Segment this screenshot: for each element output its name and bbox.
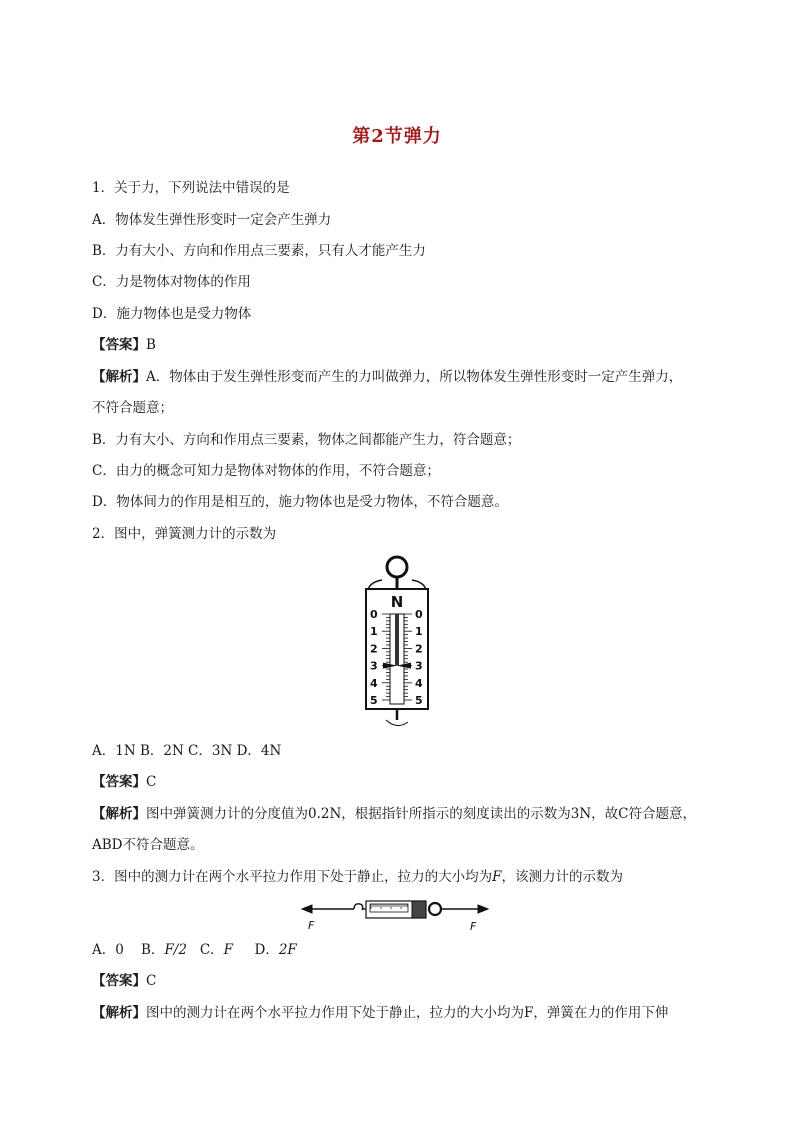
q3-stem-tail: ，该测力计的示数为 <box>501 869 623 885</box>
q3-option-c: C．F <box>199 942 234 958</box>
scale-label-right: 2 <box>415 642 423 656</box>
hanging-ring <box>387 557 407 577</box>
scale-label-right: 3 <box>415 659 423 673</box>
spring-scale-figure <box>352 552 442 732</box>
q1-answer <box>92 335 712 355</box>
q3-answer <box>92 971 712 991</box>
q1-stem: 1．关于力，下列说法中错误的是 <box>92 180 290 196</box>
analysis-text: 图中的测力计在两个水平拉力作用下处于静止，拉力的大小均为F，弹簧在力的作用下伸 <box>146 1005 669 1021</box>
scale-label-right: 1 <box>415 625 423 639</box>
q3-stem-text: 3．图中的测力计在两个水平拉力作用下处于静止，拉力的大小均为 <box>92 869 493 885</box>
answer-label: 【答案】 <box>92 337 146 353</box>
ring <box>429 903 441 915</box>
q2-stem: 2．图中，弹簧测力计的示数为 <box>92 526 277 542</box>
q3-option-a: A．0 <box>92 942 124 958</box>
scale-label-right: 5 <box>415 694 423 707</box>
scale-label-left: 2 <box>370 642 378 656</box>
q1-analysis-4: C．由力的概念可知力是物体对物体的作用，不符合题意； <box>92 463 440 479</box>
horizontal-scale-figure <box>300 893 492 935</box>
scale-label-left: 0 <box>370 608 378 621</box>
answer-label: 【答案】 <box>92 973 146 989</box>
q3-stem <box>92 867 712 887</box>
q1-analysis-3: B．力有大小、方向和作用点三要素，物体之间都能产生力，符合题意； <box>92 432 521 448</box>
analysis-label: 【解析】 <box>92 1005 146 1021</box>
page-title: 第2节弹力 <box>352 126 442 147</box>
force-right-label: F <box>470 920 477 933</box>
q1-option-a: A．物体发生弹性形变时一定会产生弹力 <box>92 212 332 228</box>
scale-label-left: 4 <box>370 676 378 690</box>
q1-analysis-5: D．物体间力的作用是相互的，施力物体也是受力物体，不符合题意。 <box>92 494 508 510</box>
q2-answer <box>92 772 712 792</box>
analysis-text: A．物体由于发生弹性形变而产生的力叫做弹力，所以物体发生弹性形变时一定产生弹力， <box>146 369 683 385</box>
arrow-right-icon <box>478 905 488 913</box>
q1-option-d: D．施力物体也是受力物体 <box>92 306 252 322</box>
analysis-text: 图中弹簧测力计的分度值为0.2N，根据指针所指示的刻度读出的示数为3N，故C符合题意， <box>146 806 697 822</box>
q1-analysis-2: 不符合题意； <box>92 400 173 416</box>
scale-label-right: 4 <box>415 676 423 690</box>
q1-analysis-1 <box>92 367 712 387</box>
scale-label-left: 5 <box>370 694 378 707</box>
answer-value: B <box>146 337 156 353</box>
unit-label: N <box>390 593 404 611</box>
q3-options <box>92 940 712 960</box>
scale-label-left: 1 <box>370 625 378 639</box>
q3-stem-var: F <box>492 869 502 885</box>
q1-option-b: B．力有大小、方向和作用点三要素，只有人才能产生力 <box>92 243 426 259</box>
q3-option-d: D．2F <box>254 942 297 958</box>
analysis-label: 【解析】 <box>92 806 146 822</box>
q2-options: A．1N B．2N C．3N D．4N <box>92 743 282 759</box>
q2-analysis-1 <box>92 804 712 824</box>
scale-label-left: 3 <box>370 659 378 673</box>
q3-option-b: B．F/2 <box>141 942 187 958</box>
answer-value: C <box>146 973 157 989</box>
force-left-label: F <box>308 919 315 932</box>
spring-rod <box>395 614 399 666</box>
answer-label: 【答案】 <box>92 774 146 790</box>
q1-option-c: C．力是物体对物体的作用 <box>92 274 251 290</box>
analysis-label: 【解析】 <box>92 369 146 385</box>
arrow-left-icon <box>302 905 312 913</box>
q3-analysis-1 <box>92 1003 712 1023</box>
q2-analysis-2: ABD不符合题意。 <box>92 837 204 853</box>
answer-value: C <box>146 774 157 790</box>
scale-label-right: 0 <box>415 608 423 621</box>
